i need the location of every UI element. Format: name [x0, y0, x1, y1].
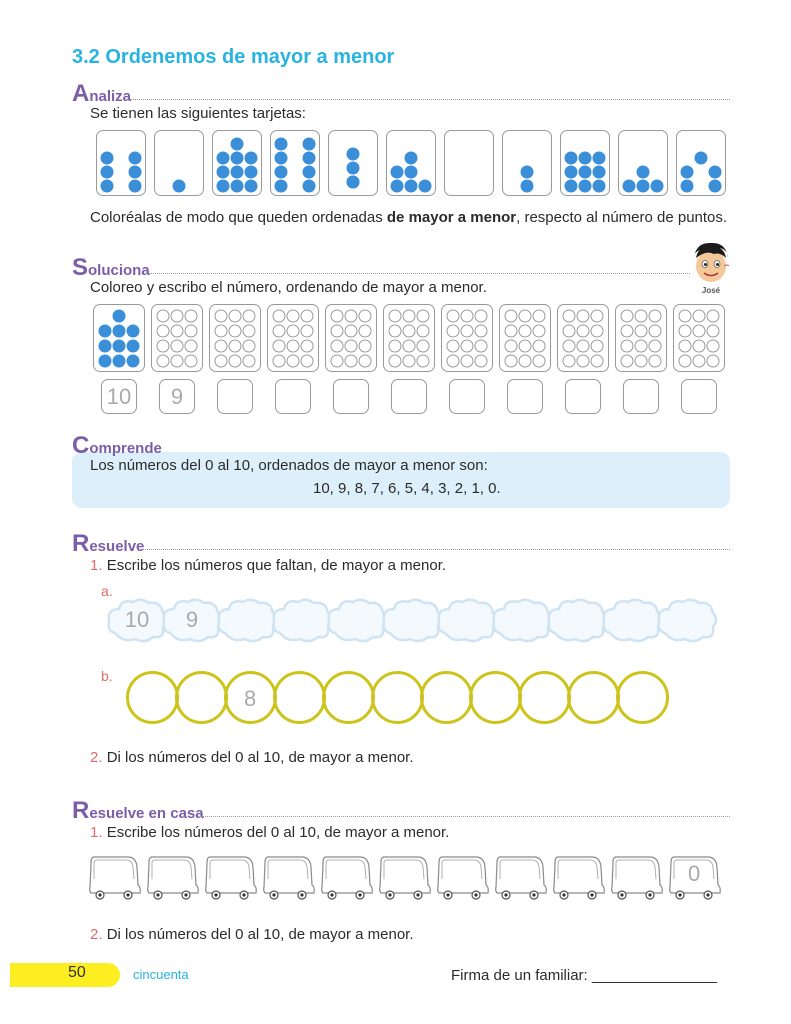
empty-dot[interactable]	[359, 340, 371, 352]
section-divider	[130, 99, 730, 100]
empty-dot[interactable]	[679, 310, 691, 322]
empty-dot[interactable]	[577, 340, 589, 352]
empty-dot[interactable]	[707, 355, 719, 367]
dot	[419, 180, 432, 193]
empty-dot[interactable]	[461, 355, 473, 367]
dot	[101, 180, 114, 193]
empty-dot[interactable]	[519, 340, 531, 352]
coloring-card[interactable]	[151, 304, 203, 372]
dot	[113, 310, 126, 323]
dot	[129, 152, 142, 165]
dot	[275, 180, 288, 193]
dot	[113, 325, 126, 338]
bus-answer-box[interactable]	[552, 855, 606, 901]
bus-answer-box[interactable]	[320, 855, 374, 901]
soluciona-intro: Coloreo y escribo el número, ordenando de mayor a menor.	[90, 279, 487, 296]
dot	[113, 355, 126, 368]
dot	[405, 166, 418, 179]
resuelve-question-2: 2. Di los números del 0 al 10, de mayor a menor.	[90, 749, 414, 766]
empty-dot[interactable]	[287, 325, 299, 337]
empty-dot[interactable]	[693, 325, 705, 337]
empty-dot[interactable]	[577, 310, 589, 322]
comprende-line1: Los números del 0 al 10, ordenados de mayor a menor son:	[90, 457, 488, 474]
empty-dot[interactable]	[301, 325, 313, 337]
dot-card[interactable]	[154, 130, 204, 196]
jose-character-avatar	[690, 240, 732, 298]
coloring-card[interactable]	[383, 304, 435, 372]
empty-dot[interactable]	[345, 340, 357, 352]
dot-card[interactable]	[444, 130, 494, 196]
casa-question-1: 1. Escribe los números del 0 al 10, de mayor a menor.	[90, 824, 450, 841]
dot	[565, 152, 578, 165]
section-heading-comprende: Comprende	[72, 432, 162, 459]
empty-dot[interactable]	[533, 325, 545, 337]
dot	[709, 180, 722, 193]
empty-dot[interactable]	[447, 310, 459, 322]
dot	[245, 166, 258, 179]
empty-dot[interactable]	[635, 325, 647, 337]
empty-dot[interactable]	[185, 340, 197, 352]
coloring-card[interactable]	[615, 304, 667, 372]
bus-number: 0	[688, 861, 701, 886]
empty-dot[interactable]	[649, 310, 661, 322]
empty-dot[interactable]	[693, 340, 705, 352]
bus-answer-box[interactable]	[610, 855, 664, 901]
dot	[129, 180, 142, 193]
empty-dot[interactable]	[273, 355, 285, 367]
dot	[347, 176, 360, 189]
page-number: 50	[68, 964, 86, 981]
empty-dot[interactable]	[519, 355, 531, 367]
section-heading-resuelve-en-casa: Resuelve en casa	[72, 797, 204, 824]
empty-dot[interactable]	[679, 340, 691, 352]
resuelve-question-1: 1. Escribe los números que faltan, de mayor a menor.	[90, 557, 447, 574]
dot-card[interactable]	[386, 130, 436, 196]
empty-dot[interactable]	[403, 310, 415, 322]
number-answer-box[interactable]: 10	[101, 379, 137, 414]
dot	[681, 180, 694, 193]
empty-dot[interactable]	[301, 340, 313, 352]
dot	[245, 180, 258, 193]
section-divider	[147, 273, 690, 274]
dot	[129, 166, 142, 179]
dot	[651, 180, 664, 193]
empty-dot[interactable]	[621, 310, 633, 322]
empty-dot[interactable]	[505, 340, 517, 352]
empty-dot[interactable]	[157, 355, 169, 367]
bus-answer-box[interactable]	[436, 855, 490, 901]
ring-number: 8	[244, 686, 257, 711]
dot	[521, 166, 534, 179]
ring-answer-box[interactable]	[126, 671, 179, 724]
dot	[99, 340, 112, 353]
number-answer-box[interactable]	[217, 379, 253, 414]
dot	[623, 180, 636, 193]
empty-dot[interactable]	[577, 325, 589, 337]
empty-dot[interactable]	[679, 355, 691, 367]
dot	[101, 166, 114, 179]
bus-answer-box[interactable]	[146, 855, 200, 901]
empty-dot[interactable]	[345, 355, 357, 367]
analiza-instruction: Coloréalas de modo que queden ordenadas de mayor a menor, respecto al número de puntos.	[90, 209, 728, 226]
empty-dot[interactable]	[635, 340, 647, 352]
dot	[127, 325, 140, 338]
ring-answer-box[interactable]	[616, 671, 669, 724]
dot	[231, 152, 244, 165]
empty-dot[interactable]	[301, 310, 313, 322]
ring-answer-box[interactable]	[371, 671, 424, 724]
item-label-b: b.	[101, 668, 113, 684]
empty-dot[interactable]	[461, 310, 473, 322]
dot	[579, 166, 592, 179]
empty-dot[interactable]	[447, 340, 459, 352]
dot	[405, 180, 418, 193]
analiza-intro: Se tienen las siguientes tarjetas:	[90, 105, 306, 122]
empty-dot[interactable]	[693, 355, 705, 367]
dot	[127, 340, 140, 353]
ring-answer-box[interactable]	[469, 671, 522, 724]
dot	[275, 138, 288, 151]
dot	[391, 166, 404, 179]
dot	[173, 180, 186, 193]
empty-dot[interactable]	[505, 355, 517, 367]
dot	[593, 166, 606, 179]
empty-dot[interactable]	[693, 310, 705, 322]
empty-dot[interactable]	[563, 310, 575, 322]
empty-dot[interactable]	[301, 355, 313, 367]
empty-dot[interactable]	[331, 355, 343, 367]
dot-card[interactable]	[618, 130, 668, 196]
empty-dot[interactable]	[171, 340, 183, 352]
dot	[101, 152, 114, 165]
number-answer-box[interactable]	[275, 379, 311, 414]
empty-dot[interactable]	[591, 355, 603, 367]
number-answer-box[interactable]	[333, 379, 369, 414]
empty-dot[interactable]	[157, 325, 169, 337]
dot	[347, 162, 360, 175]
ring-answer-box[interactable]	[567, 671, 620, 724]
dot	[593, 152, 606, 165]
empty-dot[interactable]	[273, 325, 285, 337]
dot	[231, 138, 244, 151]
empty-dot[interactable]	[331, 325, 343, 337]
bus-answer-box[interactable]	[204, 855, 258, 901]
empty-dot[interactable]	[243, 355, 255, 367]
empty-dot[interactable]	[635, 355, 647, 367]
dot	[637, 166, 650, 179]
empty-dot[interactable]	[389, 325, 401, 337]
ring-answer-box[interactable]	[175, 671, 228, 724]
bus-answer-box[interactable]	[88, 855, 142, 901]
dot	[391, 180, 404, 193]
dot-card[interactable]	[328, 130, 378, 196]
dot-card[interactable]	[96, 130, 146, 196]
empty-dot[interactable]	[287, 310, 299, 322]
dot	[405, 152, 418, 165]
empty-dot[interactable]	[403, 340, 415, 352]
empty-dot[interactable]	[185, 325, 197, 337]
empty-dot[interactable]	[243, 340, 255, 352]
empty-dot[interactable]	[649, 325, 661, 337]
dot	[127, 355, 140, 368]
empty-dot[interactable]	[157, 310, 169, 322]
coloring-card[interactable]	[557, 304, 609, 372]
empty-dot[interactable]	[389, 355, 401, 367]
ring-answer-box[interactable]	[322, 671, 375, 724]
dot	[231, 180, 244, 193]
coloring-card[interactable]	[209, 304, 261, 372]
coloring-card[interactable]	[93, 304, 145, 372]
page-number-tab	[10, 963, 120, 987]
empty-dot[interactable]	[533, 310, 545, 322]
dot	[695, 152, 708, 165]
empty-dot[interactable]	[475, 340, 487, 352]
dot	[579, 152, 592, 165]
number-answer-box[interactable]	[507, 379, 543, 414]
empty-dot[interactable]	[649, 340, 661, 352]
cloud-answer-box[interactable]: 10	[105, 597, 169, 645]
empty-dot[interactable]	[505, 325, 517, 337]
empty-dot[interactable]	[171, 355, 183, 367]
empty-dot[interactable]	[229, 325, 241, 337]
dot	[275, 166, 288, 179]
empty-dot[interactable]	[707, 340, 719, 352]
dot	[217, 152, 230, 165]
number-answer-box[interactable]: 9	[159, 379, 195, 414]
empty-dot[interactable]	[185, 355, 197, 367]
section-heading-analiza: Analiza	[72, 80, 132, 107]
dot	[217, 166, 230, 179]
dot-card[interactable]	[676, 130, 726, 196]
empty-dot[interactable]	[649, 355, 661, 367]
bus-answer-box[interactable]	[494, 855, 548, 901]
number-answer-box[interactable]	[391, 379, 427, 414]
empty-dot[interactable]	[215, 325, 227, 337]
empty-dot[interactable]	[345, 310, 357, 322]
empty-dot[interactable]	[389, 310, 401, 322]
empty-dot[interactable]	[447, 325, 459, 337]
dot	[245, 152, 258, 165]
dot	[593, 180, 606, 193]
empty-dot[interactable]	[215, 310, 227, 322]
empty-dot[interactable]	[461, 340, 473, 352]
ring-answer-box[interactable]	[518, 671, 571, 724]
empty-dot[interactable]	[519, 310, 531, 322]
empty-dot[interactable]	[707, 325, 719, 337]
empty-dot[interactable]	[229, 355, 241, 367]
empty-dot[interactable]	[359, 355, 371, 367]
empty-dot[interactable]	[621, 325, 633, 337]
empty-dot[interactable]	[475, 355, 487, 367]
empty-dot[interactable]	[287, 340, 299, 352]
section-divider	[200, 816, 730, 817]
dot	[637, 180, 650, 193]
item-label-a: a.	[101, 583, 113, 599]
comprende-line2: 10, 9, 8, 7, 6, 5, 4, 3, 2, 1, 0.	[313, 480, 501, 497]
character-name: José	[701, 286, 721, 295]
empty-dot[interactable]	[591, 340, 603, 352]
empty-dot[interactable]	[243, 310, 255, 322]
empty-dot[interactable]	[417, 340, 429, 352]
number-answer-box[interactable]	[565, 379, 601, 414]
empty-dot[interactable]	[403, 325, 415, 337]
empty-dot[interactable]	[331, 310, 343, 322]
dot-card[interactable]	[270, 130, 320, 196]
empty-dot[interactable]	[403, 355, 415, 367]
coloring-card[interactable]	[673, 304, 725, 372]
empty-dot[interactable]	[563, 340, 575, 352]
empty-dot[interactable]	[519, 325, 531, 337]
empty-dot[interactable]	[157, 340, 169, 352]
dot	[303, 180, 316, 193]
dot-card[interactable]	[212, 130, 262, 196]
section-heading-resuelve: Resuelve	[72, 530, 145, 557]
empty-dot[interactable]	[563, 355, 575, 367]
empty-dot[interactable]	[345, 325, 357, 337]
ring-answer-box[interactable]	[273, 671, 326, 724]
dot-card[interactable]	[502, 130, 552, 196]
dot	[709, 166, 722, 179]
empty-dot[interactable]	[707, 310, 719, 322]
empty-dot[interactable]	[505, 310, 517, 322]
empty-dot[interactable]	[577, 355, 589, 367]
empty-dot[interactable]	[389, 340, 401, 352]
coloring-card[interactable]	[499, 304, 551, 372]
empty-dot[interactable]	[417, 325, 429, 337]
empty-dot[interactable]	[621, 340, 633, 352]
coloring-card[interactable]	[325, 304, 377, 372]
empty-dot[interactable]	[591, 325, 603, 337]
dot	[99, 325, 112, 338]
empty-dot[interactable]	[563, 325, 575, 337]
empty-dot[interactable]	[215, 340, 227, 352]
empty-dot[interactable]	[621, 355, 633, 367]
dot	[347, 148, 360, 161]
empty-dot[interactable]	[447, 355, 459, 367]
bus-answer-box[interactable]	[262, 855, 316, 901]
number-answer-box[interactable]	[623, 379, 659, 414]
dot	[579, 180, 592, 193]
empty-dot[interactable]	[229, 310, 241, 322]
dot	[275, 152, 288, 165]
empty-dot[interactable]	[171, 325, 183, 337]
empty-dot[interactable]	[273, 310, 285, 322]
dot	[113, 340, 126, 353]
dot	[565, 166, 578, 179]
empty-dot[interactable]	[359, 310, 371, 322]
empty-dot[interactable]	[215, 355, 227, 367]
empty-dot[interactable]	[273, 340, 285, 352]
empty-dot[interactable]	[635, 310, 647, 322]
empty-dot[interactable]	[359, 325, 371, 337]
cloud-answer-box[interactable]: 9	[160, 597, 224, 645]
dot	[217, 180, 230, 193]
number-answer-box[interactable]	[449, 379, 485, 414]
number-answer-box[interactable]	[681, 379, 717, 414]
dot	[565, 180, 578, 193]
empty-dot[interactable]	[475, 310, 487, 322]
empty-dot[interactable]	[185, 310, 197, 322]
bus-answer-box[interactable]	[378, 855, 432, 901]
empty-dot[interactable]	[591, 310, 603, 322]
cloud-answer-box[interactable]	[655, 597, 719, 645]
empty-dot[interactable]	[475, 325, 487, 337]
dot	[303, 166, 316, 179]
empty-dot[interactable]	[417, 310, 429, 322]
empty-dot[interactable]	[461, 325, 473, 337]
empty-dot[interactable]	[331, 340, 343, 352]
empty-dot[interactable]	[287, 355, 299, 367]
page-number-word: cincuenta	[133, 967, 189, 982]
empty-dot[interactable]	[533, 340, 545, 352]
section-divider	[142, 549, 730, 550]
ring-answer-box[interactable]	[420, 671, 473, 724]
coloring-card[interactable]	[441, 304, 493, 372]
empty-dot[interactable]	[229, 340, 241, 352]
empty-dot[interactable]	[171, 310, 183, 322]
page-title: 3.2 Ordenemos de mayor a menor	[72, 46, 395, 68]
dot	[303, 152, 316, 165]
coloring-card[interactable]	[267, 304, 319, 372]
empty-dot[interactable]	[417, 355, 429, 367]
dot-card[interactable]	[560, 130, 610, 196]
dot	[681, 166, 694, 179]
dot	[99, 355, 112, 368]
family-signature-line[interactable]: Firma de un familiar: _______________	[451, 967, 718, 984]
dot	[521, 180, 534, 193]
empty-dot[interactable]	[679, 325, 691, 337]
casa-question-2: 2. Di los números del 0 al 10, de mayor a menor.	[90, 926, 414, 943]
empty-dot[interactable]	[243, 325, 255, 337]
empty-dot[interactable]	[533, 355, 545, 367]
section-heading-soluciona: Soluciona	[72, 254, 150, 281]
dot	[231, 166, 244, 179]
dot	[303, 138, 316, 151]
